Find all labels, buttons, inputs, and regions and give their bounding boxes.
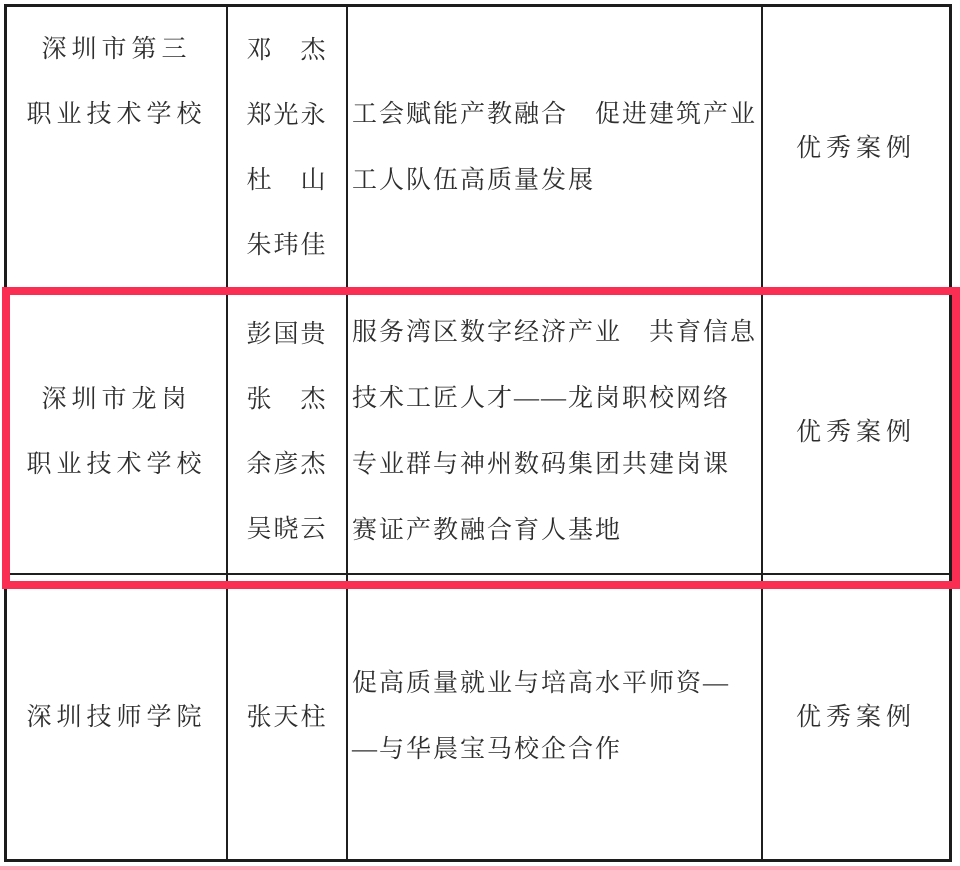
bottom-edge-artifact: [0, 866, 960, 870]
award-cell-row2: [763, 291, 949, 575]
case-title-line: 专业群与神州数码集团共建岗课: [352, 451, 731, 478]
school-name-line: 职业技术学校: [26, 101, 207, 128]
names-cell-row3: [228, 575, 348, 859]
school-name-line: 深圳市龙岗: [41, 386, 192, 413]
school-name-line: 深圳市第三: [41, 36, 192, 63]
person-name: 彭国贵: [246, 321, 328, 348]
school-name-line: 深圳技师学院: [26, 703, 207, 731]
person-name: 邓 杰: [246, 37, 328, 64]
person-name: 杜 山: [246, 167, 328, 194]
person-name: 余彦杰: [246, 451, 328, 478]
case-title-line: 赛证产教融合育人基地: [352, 517, 623, 544]
case-title-line: 服务湾区数字经济产业 共育信息: [352, 319, 758, 346]
case-title-cell-row2: [348, 291, 763, 575]
case-title-line: 工人队伍高质量发展: [352, 167, 596, 194]
person-name: 张天柱: [246, 703, 328, 731]
case-title-line: 促高质量就业与培高水平师资—: [352, 670, 731, 697]
award-table: [4, 4, 952, 862]
school-cell-row1: [7, 7, 228, 291]
case-title-cell-row3: [348, 575, 763, 859]
person-name: 朱玮佳: [246, 232, 328, 259]
names-cell-row1: [228, 7, 348, 291]
case-title-cell-row1: [348, 7, 763, 291]
person-name: 郑光永: [246, 102, 328, 129]
award-label: 优秀案例: [795, 418, 916, 446]
award-label: 优秀案例: [795, 134, 916, 162]
award-label: 优秀案例: [795, 703, 916, 731]
award-cell-row1: [763, 7, 949, 291]
case-title-line: —与华晨宝马校企合作: [352, 736, 623, 763]
names-cell-row2: [228, 291, 348, 575]
school-name-line: 职业技术学校: [26, 451, 207, 478]
school-cell-row3: [7, 575, 228, 859]
school-cell-row2: [7, 291, 228, 575]
award-cell-row3: [763, 575, 949, 859]
case-title-line: 技术工匠人才——龙岗职校网络: [352, 385, 731, 412]
person-name: 吴晓云: [246, 516, 328, 543]
case-title-line: 工会赋能产教融合 促进建筑产业: [352, 101, 758, 128]
person-name: 张 杰: [246, 386, 328, 413]
